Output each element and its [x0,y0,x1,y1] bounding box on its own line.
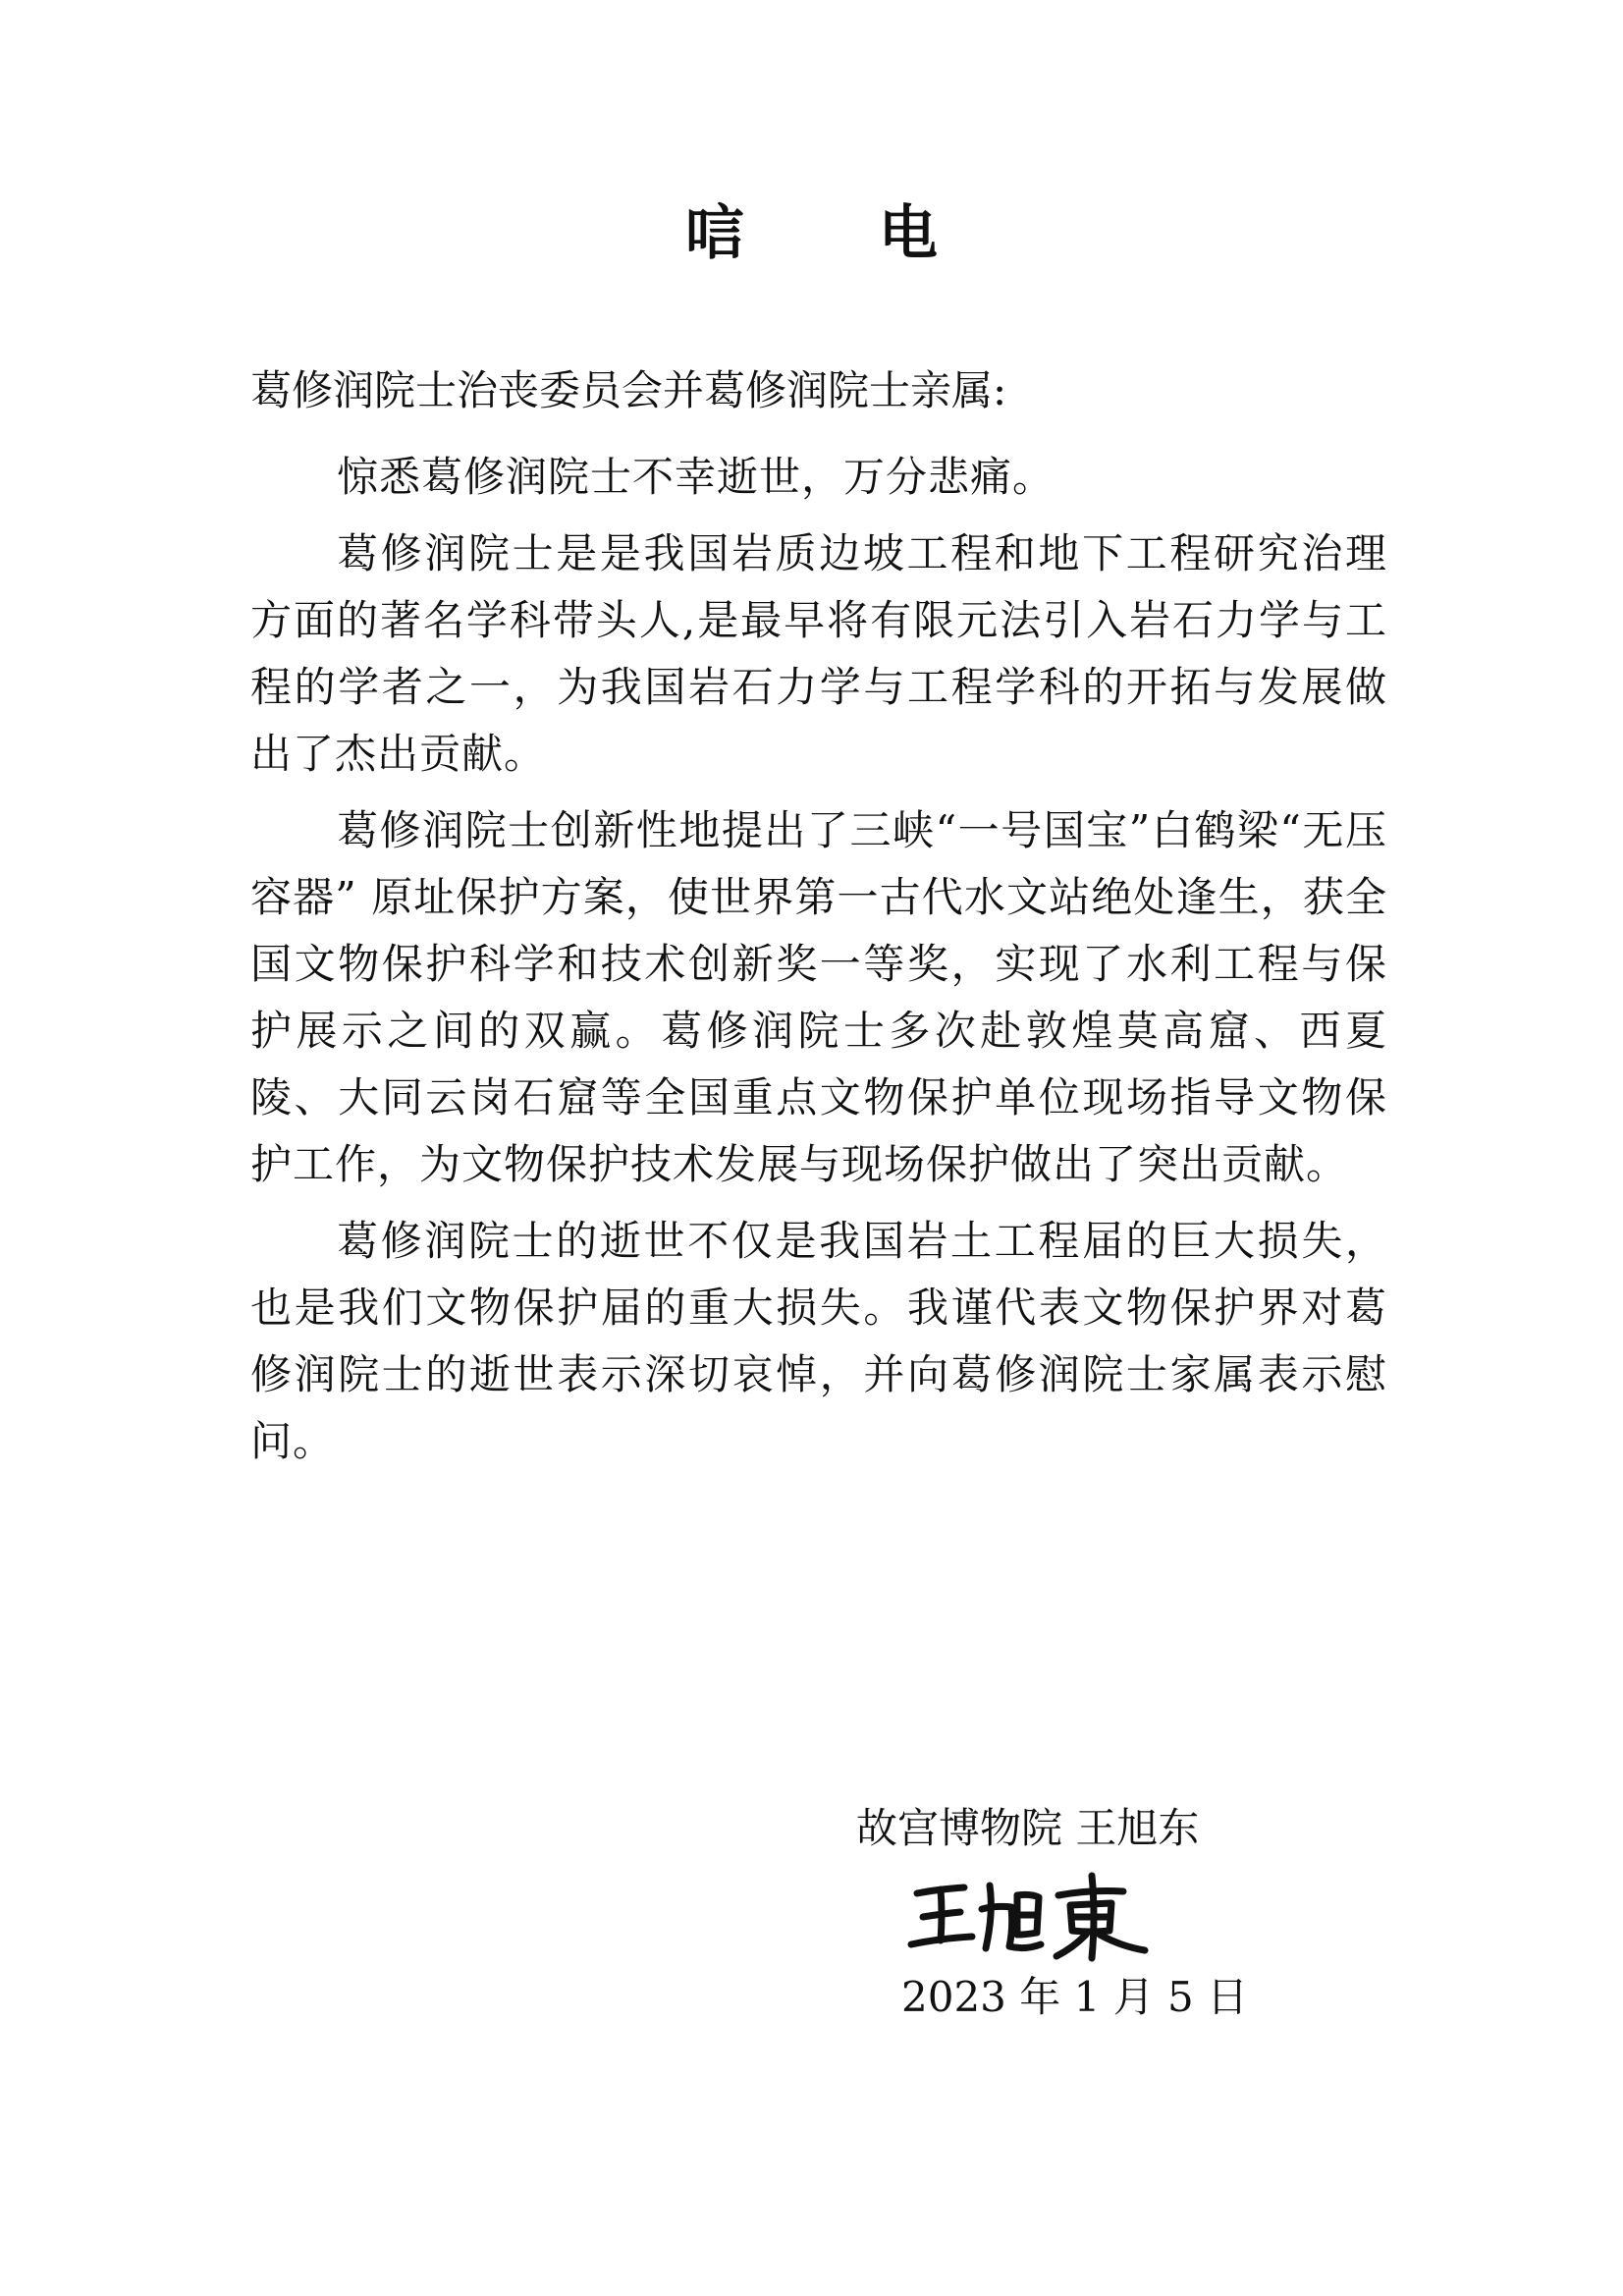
letter-body [250,444,1387,1485]
document-title: 唁 电 [685,199,995,268]
salutation: 葛修润院士治丧委员会并葛修润院士亲属: [250,366,1007,414]
paragraph-academic-contribution: 葛修润院士是是我国岩质边坡工程和地下工程研究治理方面的著名学科带头人,是最早将有限元法引入岩石力学与工程的学者之一，为我国岩石力学与工程学科的开拓与发展做出了杰出贡献。 [250,529,1387,778]
sender-line: 故宫博物院 王旭东 [856,1804,1200,1852]
paragraph-condolence-opening: 惊悉葛修润院士不幸逝世，万分悲痛。 [337,453,1055,501]
paragraph-heritage-contribution: 葛修润院士创新性地提出了三峡“一号国宝”白鹤梁“无压容器” 原址保护方案，使世界第一古代水文站绝处逢生，获全国文物保护科学和技术创新奖一等奖，实现了水利工程与保护展示之间的双赢。葛修润院士多次赴敦煌莫高窟、西夏陵、大同云岗石窟等全国重点文物保护单位现场指导文物保护工作，为文物保护技术发展与现场保护做出了突出贡献。 [250,806,1387,1188]
paragraph-closing-condolence: 葛修润院士的逝世不仅是我国岩土工程届的巨大损失，也是我们文物保护届的重大损失。我谨代表文物保护界对葛修润院士的逝世表示深切哀悼，并向葛修润院士家属表示慰问。 [250,1217,1387,1465]
handwritten-signature [903,1866,1159,1964]
date-line: 2023 年 1 月 5 日 [901,1973,1249,2021]
